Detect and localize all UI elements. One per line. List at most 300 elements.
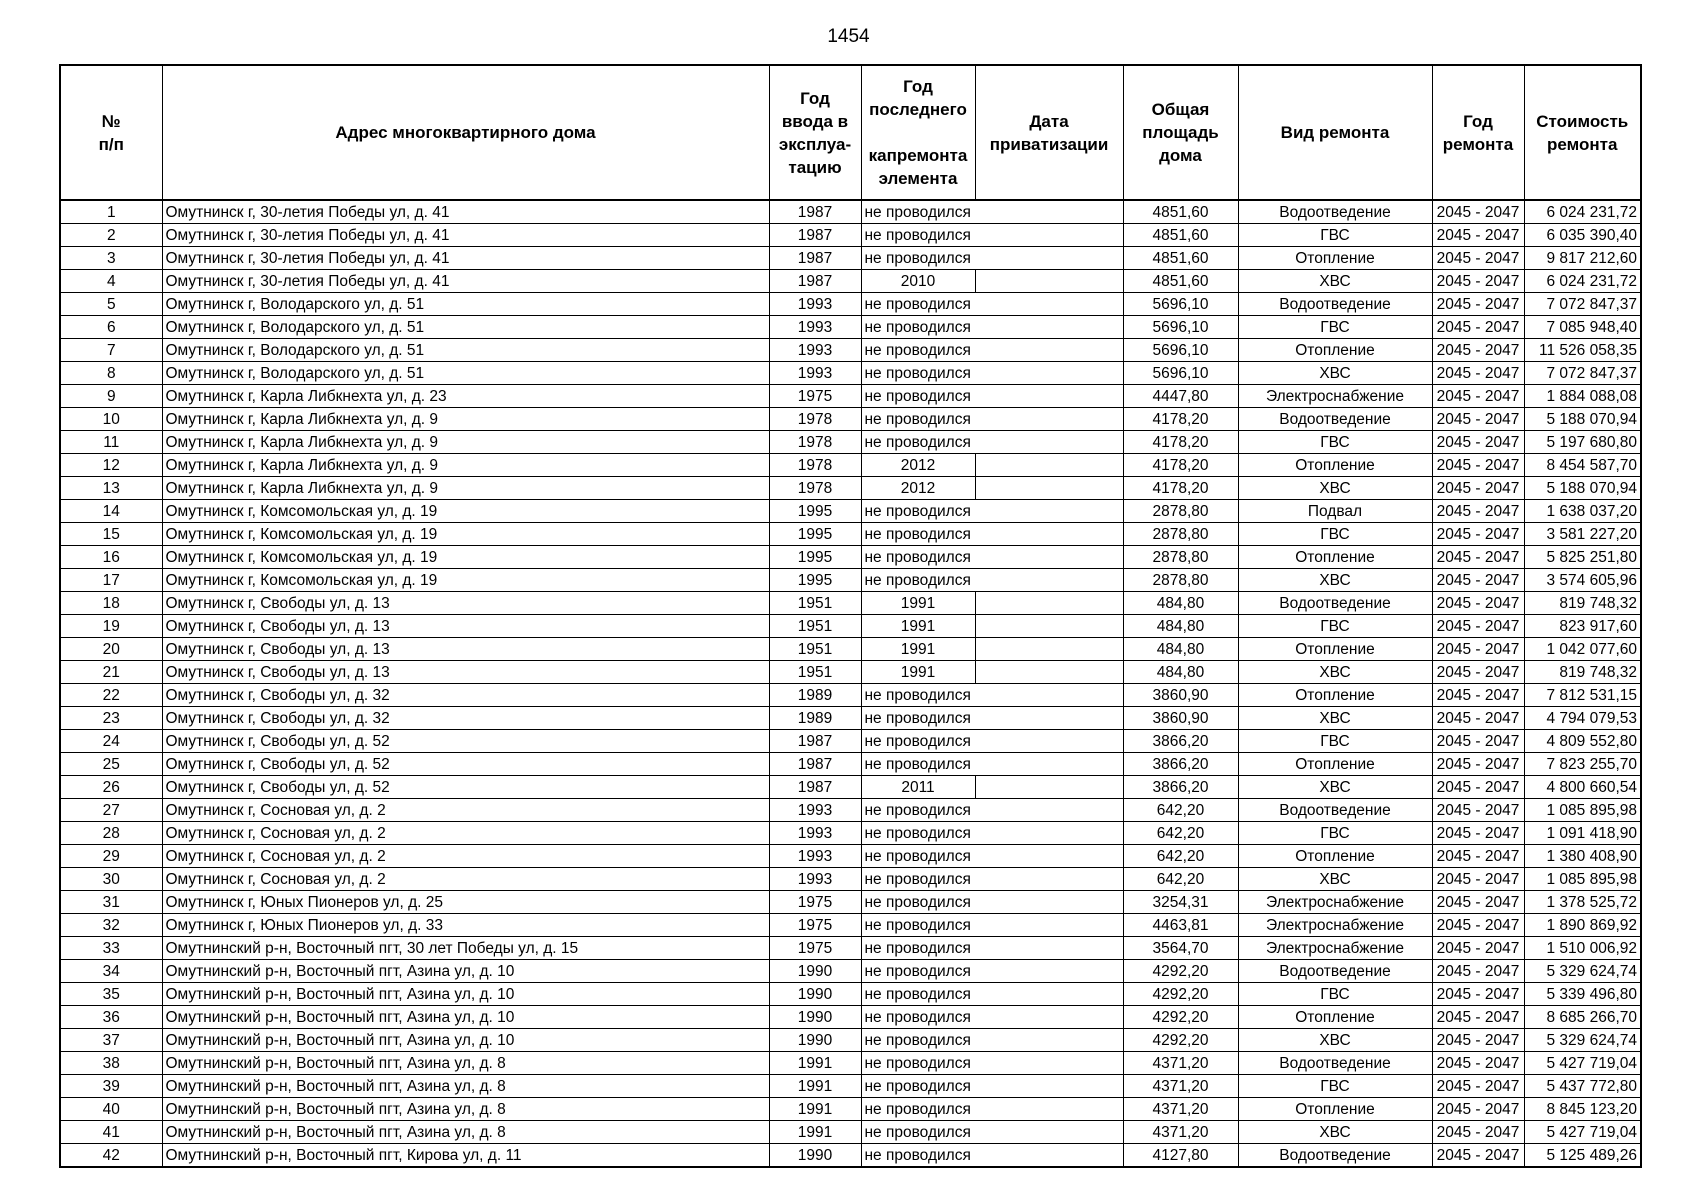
row-privatization	[975, 638, 1123, 661]
row-privatization	[975, 1098, 1123, 1121]
row-repair-year: 2045 - 2047	[1432, 730, 1524, 753]
table-row	[60, 546, 1641, 569]
table-row	[60, 638, 1641, 661]
row-year-built: 1987	[769, 224, 861, 247]
row-privatization	[975, 477, 1123, 500]
row-repair-type: Отопление	[1238, 845, 1432, 868]
row-repair-type: Водоотведение	[1238, 1052, 1432, 1075]
row-privatization	[975, 753, 1123, 776]
row-number: 14	[60, 500, 162, 523]
row-area: 4463,81	[1123, 914, 1238, 937]
row-number: 8	[60, 362, 162, 385]
row-address: Омутнинск г, Свободы ул, д. 32	[162, 684, 769, 707]
row-area: 2878,80	[1123, 500, 1238, 523]
row-year-built: 1993	[769, 362, 861, 385]
table-row	[60, 500, 1641, 523]
row-cost: 8 845 123,20	[1524, 1098, 1641, 1121]
row-repair-year: 2045 - 2047	[1432, 891, 1524, 914]
row-area: 5696,10	[1123, 316, 1238, 339]
table-row	[60, 431, 1641, 454]
row-area: 484,80	[1123, 638, 1238, 661]
row-last-repair: не проводился	[861, 707, 975, 730]
row-repair-type: Водоотведение	[1238, 1144, 1432, 1168]
row-repair-type: ХВС	[1238, 868, 1432, 891]
row-privatization	[975, 247, 1123, 270]
row-privatization	[975, 316, 1123, 339]
table-row	[60, 592, 1641, 615]
row-year-built: 1990	[769, 1006, 861, 1029]
row-cost: 1 085 895,98	[1524, 868, 1641, 891]
row-number: 5	[60, 293, 162, 316]
row-cost: 3 574 605,96	[1524, 569, 1641, 592]
row-repair-year: 2045 - 2047	[1432, 339, 1524, 362]
row-cost: 5 339 496,80	[1524, 983, 1641, 1006]
row-address: Омутнинск г, Юных Пионеров ул, д. 33	[162, 914, 769, 937]
row-privatization	[975, 891, 1123, 914]
row-address: Омутнинский р-н, Восточный пгт, Азина ул, д. 8	[162, 1052, 769, 1075]
row-privatization	[975, 1052, 1123, 1075]
table-row	[60, 293, 1641, 316]
row-area: 4292,20	[1123, 1006, 1238, 1029]
table-row	[60, 270, 1641, 293]
table-row	[60, 569, 1641, 592]
row-repair-type: Отопление	[1238, 1098, 1432, 1121]
row-area: 4292,20	[1123, 960, 1238, 983]
row-area: 3254,31	[1123, 891, 1238, 914]
row-repair-type: Отопление	[1238, 753, 1432, 776]
row-area: 4292,20	[1123, 1029, 1238, 1052]
row-repair-year: 2045 - 2047	[1432, 1029, 1524, 1052]
row-number: 16	[60, 546, 162, 569]
row-last-repair: 1991	[861, 592, 975, 615]
row-privatization	[975, 339, 1123, 362]
row-number: 40	[60, 1098, 162, 1121]
row-area: 4371,20	[1123, 1075, 1238, 1098]
row-repair-year: 2045 - 2047	[1432, 500, 1524, 523]
row-privatization	[975, 1029, 1123, 1052]
row-number: 22	[60, 684, 162, 707]
row-year-built: 1995	[769, 569, 861, 592]
row-number: 19	[60, 615, 162, 638]
row-area: 642,20	[1123, 822, 1238, 845]
table-row	[60, 753, 1641, 776]
row-year-built: 1978	[769, 408, 861, 431]
row-area: 484,80	[1123, 661, 1238, 684]
row-number: 11	[60, 431, 162, 454]
row-cost: 7 072 847,37	[1524, 362, 1641, 385]
row-last-repair: не проводился	[861, 1052, 975, 1075]
row-repair-type: ХВС	[1238, 1029, 1432, 1052]
row-last-repair: не проводился	[861, 1029, 975, 1052]
table-row	[60, 408, 1641, 431]
table-row	[60, 362, 1641, 385]
row-address: Омутнинский р-н, Восточный пгт, Кирова ул, д. 11	[162, 1144, 769, 1168]
table-row	[60, 937, 1641, 960]
header-area: Общая площадь дома	[1123, 65, 1238, 200]
row-address: Омутнинск г, Карла Либкнехта ул, д. 9	[162, 477, 769, 500]
row-repair-type: Отопление	[1238, 339, 1432, 362]
row-cost: 8 685 266,70	[1524, 1006, 1641, 1029]
row-year-built: 1975	[769, 937, 861, 960]
row-repair-type: ГВС	[1238, 224, 1432, 247]
row-repair-type: Водоотведение	[1238, 799, 1432, 822]
row-number: 9	[60, 385, 162, 408]
row-repair-type: Водоотведение	[1238, 408, 1432, 431]
row-repair-type: ГВС	[1238, 983, 1432, 1006]
table-row	[60, 1006, 1641, 1029]
row-number: 36	[60, 1006, 162, 1029]
row-cost: 1 380 408,90	[1524, 845, 1641, 868]
row-year-built: 1993	[769, 868, 861, 891]
row-repair-type: ГВС	[1238, 615, 1432, 638]
row-number: 20	[60, 638, 162, 661]
row-address: Омутнинск г, Комсомольская ул, д. 19	[162, 500, 769, 523]
row-privatization	[975, 822, 1123, 845]
row-repair-year: 2045 - 2047	[1432, 983, 1524, 1006]
row-privatization	[975, 983, 1123, 1006]
row-cost: 7 085 948,40	[1524, 316, 1641, 339]
row-cost: 8 454 587,70	[1524, 454, 1641, 477]
row-area: 3866,20	[1123, 730, 1238, 753]
row-last-repair: не проводился	[861, 500, 975, 523]
row-area: 5696,10	[1123, 362, 1238, 385]
row-year-built: 1991	[769, 1052, 861, 1075]
row-repair-year: 2045 - 2047	[1432, 638, 1524, 661]
row-year-built: 1991	[769, 1121, 861, 1144]
row-repair-year: 2045 - 2047	[1432, 523, 1524, 546]
row-number: 31	[60, 891, 162, 914]
row-repair-year: 2045 - 2047	[1432, 799, 1524, 822]
row-cost: 1 085 895,98	[1524, 799, 1641, 822]
row-number: 35	[60, 983, 162, 1006]
row-last-repair: не проводился	[861, 431, 975, 454]
table-row	[60, 247, 1641, 270]
table-row	[60, 891, 1641, 914]
row-last-repair: не проводился	[861, 1144, 975, 1168]
row-last-repair: не проводился	[861, 822, 975, 845]
row-number: 2	[60, 224, 162, 247]
row-cost: 1 042 077,60	[1524, 638, 1641, 661]
row-year-built: 1991	[769, 1075, 861, 1098]
row-cost: 5 197 680,80	[1524, 431, 1641, 454]
table-row	[60, 339, 1641, 362]
row-repair-year: 2045 - 2047	[1432, 661, 1524, 684]
row-address: Омутнинск г, Свободы ул, д. 52	[162, 730, 769, 753]
row-area: 3860,90	[1123, 684, 1238, 707]
row-number: 21	[60, 661, 162, 684]
row-address: Омутнинск г, Свободы ул, д. 13	[162, 615, 769, 638]
row-year-built: 1993	[769, 293, 861, 316]
row-last-repair: не проводился	[861, 385, 975, 408]
row-year-built: 1989	[769, 684, 861, 707]
row-last-repair: не проводился	[861, 983, 975, 1006]
row-privatization	[975, 799, 1123, 822]
table-row	[60, 454, 1641, 477]
row-cost: 1 890 869,92	[1524, 914, 1641, 937]
row-address: Омутнинск г, Сосновая ул, д. 2	[162, 868, 769, 891]
row-repair-year: 2045 - 2047	[1432, 1006, 1524, 1029]
row-repair-year: 2045 - 2047	[1432, 200, 1524, 224]
row-last-repair: не проводился	[861, 224, 975, 247]
row-last-repair: 2012	[861, 454, 975, 477]
row-cost: 5 427 719,04	[1524, 1052, 1641, 1075]
row-year-built: 1993	[769, 822, 861, 845]
row-last-repair: не проводился	[861, 730, 975, 753]
row-year-built: 1987	[769, 730, 861, 753]
row-address: Омутнинский р-н, Восточный пгт, Азина ул, д. 10	[162, 1006, 769, 1029]
table-row	[60, 1121, 1641, 1144]
row-cost: 5 125 489,26	[1524, 1144, 1641, 1168]
row-area: 2878,80	[1123, 546, 1238, 569]
table-row	[60, 615, 1641, 638]
row-repair-year: 2045 - 2047	[1432, 385, 1524, 408]
table-row	[60, 1144, 1641, 1168]
row-repair-type: Отопление	[1238, 638, 1432, 661]
row-privatization	[975, 569, 1123, 592]
row-area: 4178,20	[1123, 431, 1238, 454]
row-repair-year: 2045 - 2047	[1432, 431, 1524, 454]
row-cost: 5 825 251,80	[1524, 546, 1641, 569]
row-last-repair: не проводился	[861, 891, 975, 914]
row-last-repair: 1991	[861, 615, 975, 638]
row-privatization	[975, 523, 1123, 546]
row-repair-type: ХВС	[1238, 661, 1432, 684]
row-repair-year: 2045 - 2047	[1432, 316, 1524, 339]
row-last-repair: не проводился	[861, 1006, 975, 1029]
row-year-built: 1951	[769, 592, 861, 615]
row-year-built: 1978	[769, 454, 861, 477]
row-address: Омутнинск г, Карла Либкнехта ул, д. 9	[162, 408, 769, 431]
row-number: 6	[60, 316, 162, 339]
row-number: 33	[60, 937, 162, 960]
row-repair-year: 2045 - 2047	[1432, 546, 1524, 569]
row-repair-year: 2045 - 2047	[1432, 454, 1524, 477]
row-last-repair: не проводился	[861, 845, 975, 868]
row-repair-type: ХВС	[1238, 1121, 1432, 1144]
row-last-repair: не проводился	[861, 960, 975, 983]
row-year-built: 1991	[769, 1098, 861, 1121]
row-last-repair: не проводился	[861, 569, 975, 592]
row-area: 4371,20	[1123, 1121, 1238, 1144]
row-cost: 7 812 531,15	[1524, 684, 1641, 707]
header-repair-type: Вид ремонта	[1238, 65, 1432, 200]
row-repair-type: Водоотведение	[1238, 293, 1432, 316]
row-area: 2878,80	[1123, 523, 1238, 546]
row-cost: 1 091 418,90	[1524, 822, 1641, 845]
row-address: Омутнинск г, Свободы ул, д. 52	[162, 753, 769, 776]
row-address: Омутнинск г, Карла Либкнехта ул, д. 9	[162, 454, 769, 477]
row-address: Омутнинск г, Володарского ул, д. 51	[162, 316, 769, 339]
row-year-built: 1951	[769, 661, 861, 684]
row-repair-year: 2045 - 2047	[1432, 1144, 1524, 1168]
row-repair-type: ХВС	[1238, 477, 1432, 500]
row-cost: 1 638 037,20	[1524, 500, 1641, 523]
row-repair-type: ХВС	[1238, 776, 1432, 799]
row-repair-year: 2045 - 2047	[1432, 1121, 1524, 1144]
row-area: 642,20	[1123, 868, 1238, 891]
row-number: 1	[60, 200, 162, 224]
row-privatization	[975, 546, 1123, 569]
row-privatization	[975, 270, 1123, 293]
row-year-built: 1978	[769, 431, 861, 454]
row-repair-year: 2045 - 2047	[1432, 1098, 1524, 1121]
row-cost: 819 748,32	[1524, 661, 1641, 684]
row-number: 37	[60, 1029, 162, 1052]
row-repair-year: 2045 - 2047	[1432, 684, 1524, 707]
row-repair-year: 2045 - 2047	[1432, 960, 1524, 983]
row-cost: 1 884 088,08	[1524, 385, 1641, 408]
row-last-repair: 2011	[861, 776, 975, 799]
row-address: Омутнинск г, Свободы ул, д. 13	[162, 661, 769, 684]
row-year-built: 1951	[769, 615, 861, 638]
row-privatization	[975, 500, 1123, 523]
row-number: 29	[60, 845, 162, 868]
table-row	[60, 477, 1641, 500]
row-repair-type: Отопление	[1238, 454, 1432, 477]
row-privatization	[975, 960, 1123, 983]
row-repair-year: 2045 - 2047	[1432, 615, 1524, 638]
row-address: Омутнинский р-н, Восточный пгт, Азина ул, д. 8	[162, 1075, 769, 1098]
row-number: 7	[60, 339, 162, 362]
table-row	[60, 914, 1641, 937]
row-number: 42	[60, 1144, 162, 1168]
row-address: Омутнинск г, Свободы ул, д. 13	[162, 592, 769, 615]
row-area: 3866,20	[1123, 753, 1238, 776]
row-area: 642,20	[1123, 845, 1238, 868]
row-area: 4851,60	[1123, 270, 1238, 293]
row-year-built: 1987	[769, 776, 861, 799]
row-privatization	[975, 776, 1123, 799]
row-repair-year: 2045 - 2047	[1432, 293, 1524, 316]
row-last-repair: не проводился	[861, 868, 975, 891]
row-privatization	[975, 845, 1123, 868]
row-year-built: 1951	[769, 638, 861, 661]
row-year-built: 1995	[769, 546, 861, 569]
row-cost: 5 427 719,04	[1524, 1121, 1641, 1144]
row-year-built: 1975	[769, 914, 861, 937]
row-last-repair: не проводился	[861, 799, 975, 822]
row-privatization	[975, 914, 1123, 937]
row-area: 4292,20	[1123, 983, 1238, 1006]
table-row	[60, 523, 1641, 546]
row-number: 41	[60, 1121, 162, 1144]
row-year-built: 1987	[769, 200, 861, 224]
row-area: 4178,20	[1123, 408, 1238, 431]
row-area: 4371,20	[1123, 1098, 1238, 1121]
row-repair-year: 2045 - 2047	[1432, 845, 1524, 868]
row-year-built: 1975	[769, 385, 861, 408]
row-repair-year: 2045 - 2047	[1432, 477, 1524, 500]
row-last-repair: не проводился	[861, 293, 975, 316]
row-cost: 5 188 070,94	[1524, 408, 1641, 431]
row-repair-type: Отопление	[1238, 684, 1432, 707]
row-address: Омутнинск г, Свободы ул, д. 13	[162, 638, 769, 661]
row-repair-type: ХВС	[1238, 362, 1432, 385]
row-last-repair: не проводился	[861, 1121, 975, 1144]
row-repair-type: Водоотведение	[1238, 960, 1432, 983]
row-last-repair: не проводился	[861, 1098, 975, 1121]
row-privatization	[975, 293, 1123, 316]
row-repair-year: 2045 - 2047	[1432, 822, 1524, 845]
row-last-repair: не проводился	[861, 914, 975, 937]
row-privatization	[975, 1121, 1123, 1144]
table-row	[60, 200, 1641, 224]
row-cost: 5 329 624,74	[1524, 1029, 1641, 1052]
row-year-built: 1993	[769, 799, 861, 822]
row-repair-year: 2045 - 2047	[1432, 937, 1524, 960]
row-privatization	[975, 615, 1123, 638]
row-repair-year: 2045 - 2047	[1432, 1052, 1524, 1075]
row-address: Омутнинский р-н, Восточный пгт, Азина ул, д. 8	[162, 1098, 769, 1121]
header-address: Адрес многоквартирного дома	[162, 65, 769, 200]
row-repair-type: ХВС	[1238, 707, 1432, 730]
row-year-built: 1975	[769, 891, 861, 914]
row-year-built: 1993	[769, 339, 861, 362]
row-cost: 5 437 772,80	[1524, 1075, 1641, 1098]
row-area: 4178,20	[1123, 454, 1238, 477]
table-row	[60, 385, 1641, 408]
row-repair-year: 2045 - 2047	[1432, 868, 1524, 891]
row-cost: 4 800 660,54	[1524, 776, 1641, 799]
table-row	[60, 684, 1641, 707]
row-last-repair: 1991	[861, 638, 975, 661]
row-last-repair: 2010	[861, 270, 975, 293]
row-address: Омутнинск г, Сосновая ул, д. 2	[162, 822, 769, 845]
table-row	[60, 960, 1641, 983]
row-address: Омутнинск г, Володарского ул, д. 51	[162, 362, 769, 385]
table-row	[60, 1098, 1641, 1121]
row-number: 15	[60, 523, 162, 546]
row-repair-year: 2045 - 2047	[1432, 270, 1524, 293]
row-area: 2878,80	[1123, 569, 1238, 592]
row-privatization	[975, 408, 1123, 431]
row-cost: 6 035 390,40	[1524, 224, 1641, 247]
row-area: 4851,60	[1123, 200, 1238, 224]
table-row	[60, 1052, 1641, 1075]
row-cost: 4 809 552,80	[1524, 730, 1641, 753]
row-last-repair: 1991	[861, 661, 975, 684]
row-repair-type: Электроснабжение	[1238, 385, 1432, 408]
row-privatization	[975, 362, 1123, 385]
row-number: 12	[60, 454, 162, 477]
row-area: 4447,80	[1123, 385, 1238, 408]
row-address: Омутнинск г, Сосновая ул, д. 2	[162, 799, 769, 822]
row-year-built: 1995	[769, 500, 861, 523]
row-address: Омутнинск г, 30-летия Победы ул, д. 41	[162, 200, 769, 224]
row-repair-type: Электроснабжение	[1238, 891, 1432, 914]
row-area: 4127,80	[1123, 1144, 1238, 1168]
row-repair-type: Водоотведение	[1238, 592, 1432, 615]
row-cost: 6 024 231,72	[1524, 270, 1641, 293]
row-repair-year: 2045 - 2047	[1432, 592, 1524, 615]
row-cost: 3 581 227,20	[1524, 523, 1641, 546]
row-repair-year: 2045 - 2047	[1432, 247, 1524, 270]
row-area: 3564,70	[1123, 937, 1238, 960]
table-row	[60, 224, 1641, 247]
row-cost: 5 188 070,94	[1524, 477, 1641, 500]
row-repair-year: 2045 - 2047	[1432, 408, 1524, 431]
row-number: 3	[60, 247, 162, 270]
repair-table	[59, 64, 1642, 1168]
row-area: 5696,10	[1123, 339, 1238, 362]
row-address: Омутнинский р-н, Восточный пгт, 30 лет Победы ул, д. 15	[162, 937, 769, 960]
row-cost: 5 329 624,74	[1524, 960, 1641, 983]
row-repair-type: ГВС	[1238, 822, 1432, 845]
table-row	[60, 776, 1641, 799]
row-address: Омутнинск г, Сосновая ул, д. 2	[162, 845, 769, 868]
row-repair-type: ГВС	[1238, 523, 1432, 546]
row-number: 17	[60, 569, 162, 592]
